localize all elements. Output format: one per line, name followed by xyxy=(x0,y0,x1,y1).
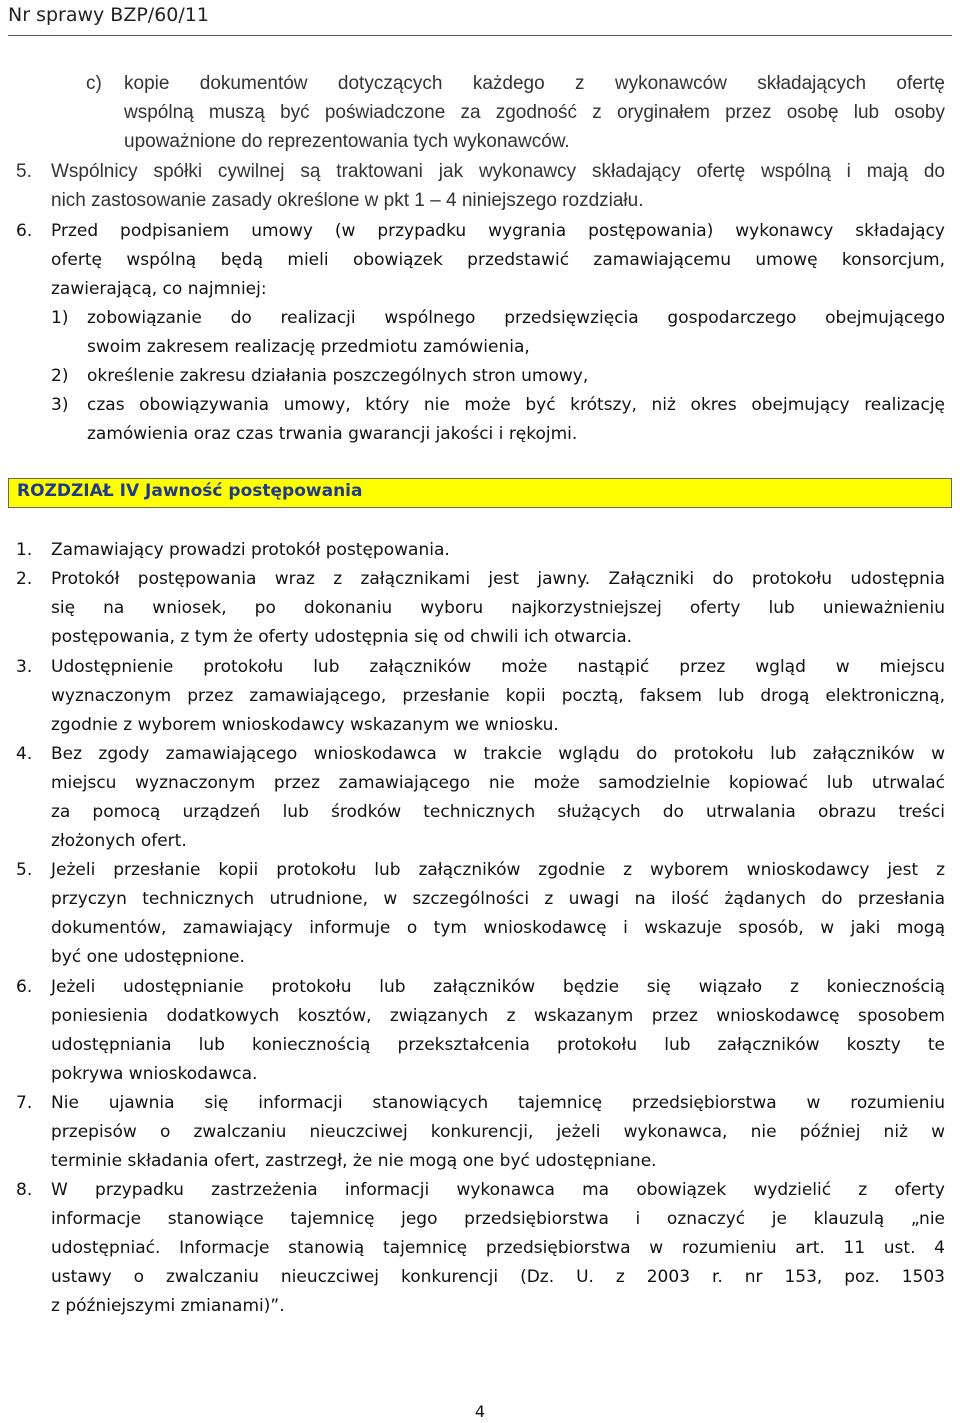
item-number: 3. xyxy=(16,657,33,677)
paragraph-line: złożonych ofert. xyxy=(51,831,187,851)
item-number: 1. xyxy=(16,540,33,560)
page-number: 4 xyxy=(474,1402,486,1421)
paragraph-line: udostępniania lub koniecznością przekształcenia protokołu lub załączników koszty te xyxy=(51,1035,945,1055)
paragraph-line: informacje stanowiące tajemnicę jego przedsiębiorstwa i oznaczyć je klauzulą „nie xyxy=(51,1209,945,1229)
paragraph-line: Nie ujawnia się informacji stanowiących tajemnicę przedsiębiorstwa w rozumieniu xyxy=(51,1093,945,1113)
sub-item-number: 2) xyxy=(51,366,69,386)
paragraph-line: kopie dokumentów dotyczących każdego z wykonawców składających ofertę xyxy=(124,73,945,94)
paragraph-line: terminie składania ofert, zastrzegł, że nie mogą one być udostępniane. xyxy=(51,1151,657,1171)
paragraph-line: wyznaczonym przez zamawiającego, przesłanie kopii pocztą, faksem lub drogą elektroniczną, xyxy=(51,686,945,706)
chapter-title: ROZDZIAŁ IV Jawność postępowania xyxy=(17,481,363,501)
paragraph-line: być one udostępnione. xyxy=(51,947,245,967)
paragraph-line: Jeżeli udostępnianie protokołu lub załączników będzie się wiązało z koniecznością xyxy=(51,977,945,997)
paragraph-line: zamówienia oraz czas trwania gwarancji jakości i rękojmi. xyxy=(87,424,578,444)
header-rule xyxy=(8,35,952,36)
paragraph-line: ofertę wspólną będą mieli obowiązek przedstawić zamawiającemu umowę konsorcjum, xyxy=(51,250,945,270)
paragraph-line: miejscu wyznaczonym przez zamawiającego nie może samodzielnie kopiować lub utrwalać xyxy=(51,773,945,793)
item-number: 4. xyxy=(16,744,33,764)
paragraph-line: postępowania, z tym że oferty udostępnia się od chwili ich otwarcia. xyxy=(51,627,633,647)
item-number: 8. xyxy=(16,1180,33,1200)
paragraph-line: Zamawiający prowadzi protokół postępowania. xyxy=(51,540,450,560)
paragraph-line: się na wniosek, po dokonaniu wyboru najkorzystniejszej oferty lub unieważnieniu xyxy=(51,598,945,618)
item-number: 5. xyxy=(16,860,33,880)
paragraph-line: poniesienia dodatkowych kosztów, związanych z wskazanym przez wnioskodawcę sposobem xyxy=(51,1006,945,1026)
paragraph-line: pokrywa wnioskodawca. xyxy=(51,1064,258,1084)
item-number: 5. xyxy=(16,161,32,182)
item-number: 2. xyxy=(16,569,33,589)
paragraph-line: przepisów o zwalczaniu nieuczciwej konkurencji, jeżeli wykonawca, nie później niż w xyxy=(51,1122,945,1142)
case-number-header: Nr sprawy BZP/60/11 xyxy=(8,4,209,26)
paragraph-line: wspólną muszą być poświadczone za zgodność z oryginałem przez osobę lub osoby xyxy=(124,102,945,123)
paragraph-line: zobowiązanie do realizacji wspólnego przedsięwzięcia gospodarczego obejmującego xyxy=(87,308,945,328)
paragraph-line: Wspólnicy spółki cywilnej są traktowani jak wykonawcy składający ofertę wspólną i mają do xyxy=(51,161,945,182)
paragraph-line: udostępniać. Informacje stanowią tajemnicę przedsiębiorstwa w rozumieniu art. 11 ust. 4 xyxy=(51,1238,945,1258)
item-number: 6. xyxy=(16,221,33,241)
paragraph-line: nich zastosowanie zasady określone w pkt 1 – 4 niniejszego rozdziału. xyxy=(51,190,644,211)
paragraph-line: W przypadku zastrzeżenia informacji wykonawca ma obowiązek wydzielić z oferty xyxy=(51,1180,945,1200)
paragraph-line: swoim zakresem realizację przedmiotu zamówienia, xyxy=(87,337,530,357)
item-number: 7. xyxy=(16,1093,33,1113)
paragraph-line: przyczyn technicznych utrudnione, w szczególności z uwagi na ilość żądanych do przesłania xyxy=(51,889,945,909)
paragraph-line: z późniejszymi zmianami)”. xyxy=(51,1296,285,1316)
paragraph-line: upoważnione do reprezentowania tych wykonawców. xyxy=(124,131,570,152)
sub-item-number: 1) xyxy=(51,308,69,328)
paragraph-line: za pomocą urządzeń lub środków technicznych służących do utrwalania obrazu treści xyxy=(51,802,945,822)
chapter-heading xyxy=(8,478,952,508)
paragraph-line: Bez zgody zamawiającego wnioskodawca w trakcie wglądu do protokołu lub załączników w xyxy=(51,744,945,764)
paragraph-line: określenie zakresu działania poszczególnych stron umowy, xyxy=(87,366,589,386)
item-label: c) xyxy=(86,73,102,94)
sub-item-number: 3) xyxy=(51,395,69,415)
paragraph-line: zgodnie z wyborem wnioskodawcy wskazanym we wniosku. xyxy=(51,715,559,735)
paragraph-line: dokumentów, zamawiający informuje o tym wnioskodawcę i wskazuje sposób, w jaki mogą xyxy=(51,918,945,938)
paragraph-line: Jeżeli przesłanie kopii protokołu lub załączników zgodnie z wyborem wnioskodawcy jest z xyxy=(51,860,945,880)
paragraph-line: Protokół postępowania wraz z załącznikami jest jawny. Załączniki do protokołu udostępnia xyxy=(51,569,945,589)
item-number: 6. xyxy=(16,977,33,997)
paragraph-line: zawierającą, co najmniej: xyxy=(51,279,267,299)
paragraph-line: Przed podpisaniem umowy (w przypadku wygrania postępowania) wykonawcy składający xyxy=(51,221,945,241)
paragraph-line: ustawy o zwalczaniu nieuczciwej konkurencji (Dz. U. z 2003 r. nr 153, poz. 1503 xyxy=(51,1267,945,1287)
paragraph-line: Udostępnienie protokołu lub załączników może nastąpić przez wgląd w miejscu xyxy=(51,657,945,677)
paragraph-line: czas obowiązywania umowy, który nie może być krótszy, niż okres obejmujący realizację xyxy=(87,395,945,415)
